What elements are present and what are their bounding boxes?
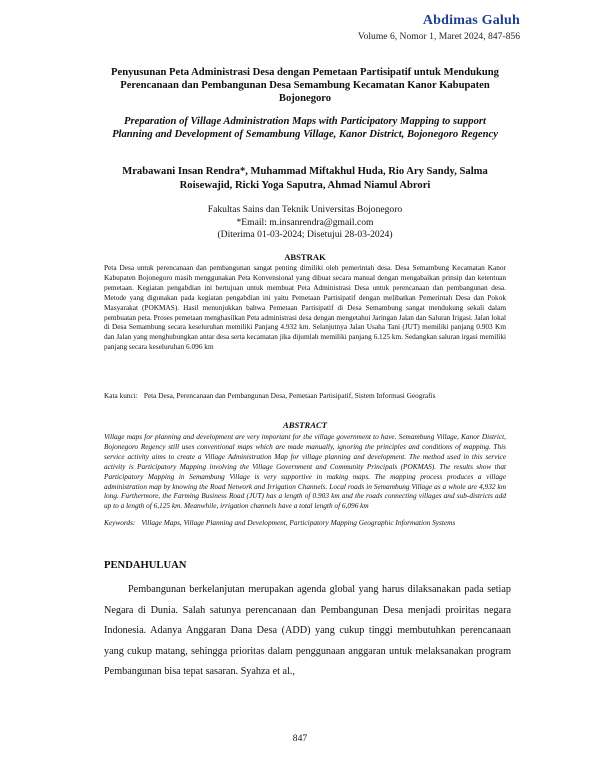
author-list: Mrabawani Insan Rendra*, Muhammad Miftakhul Huda, Rio Ary Sandy, Salma Roisewajid, Ricki Yoga Saputra, Ahmad Niamul Abrori: [122, 166, 488, 191]
keywords: [104, 518, 506, 528]
introduction-paragraph: Pembangunan berkelanjutan merupakan agenda global yang harus dilaksanakan pada setiap Negara di Dunia. Salah satunya perencanaan dan Pembangunan Desa menjadi proiritas negara Indonesia. Adanya Anggaran Dana Desa (ADD) yang cukup tinggi membutuhkan perencanaan yang cukup matang, sehingga prioritas dalam penggunaan anggaran untuk melaksanakan program Pembangunan bisa tepat sasaran. Syahza et al.,: [104, 584, 511, 677]
abstract-heading: ABSTRACT: [283, 420, 327, 430]
keywords-label: Keywords:: [104, 518, 136, 527]
abstrak-heading: ABSTRAK: [284, 252, 326, 262]
keywords-text: Village Maps, Village Planning and Development, Participatory Mapping Geographic Information Systems: [141, 518, 456, 527]
paper-title-english: Preparation of Village Administration Maps with Participatory Mapping to support Planning and Development of Semambung Village, Kanor District, Bojonegoro Regency: [112, 116, 498, 140]
kata-kunci-label: Kata kunci:: [104, 391, 138, 400]
abstrak-text: Peta Desa untuk perencanaan dan pembangunan sangat penting dimiliki oleh pemerintah desa. Desa Semambung Kecamatan Kanor Kabupaten Bojonegoro masih menggunakan Peta Konvensional yang dibuat secara manual dengan mengabaikan prinsip dan ketentuan pemetaan. Kegiatan pengabdian ini bertujuan untuk membuat Peta Administrasi Desa untuk perencanaan dan pembangunan desa. Metode yang digunakan pada kegiatan pengabdian ini yaitu Pemetaan Partisipatif dengan melibatkan Pemerintah Desa dan Pokok Masyarakat (POKMAS). Hasil menunjukkan bahwa Pemetaan Partisipatif di Desa Semambung sangat mendukung sekali dalam pembuatan peta. Proses pemetaan menghasilkan Peta administrasi desa dengan mengetahui Jaringan Jalan dan Saluran Irigasi. Jalan lokal di Desa Semambung secara keseluruhan memiliki Panjang 4.932 km. Selanjutnya Jalan Usaha Tani (JUT) memiliki panjang 0.903 Km dan Jalan yang menghubungkan antar desa serta kecamatan jika dijumlah memiliki panjang 6.125 km. Sedangkan saluran irgasi memiliki panjang secara keseluruhan 6.096 km: [104, 263, 506, 352]
section-heading: PENDAHULUAN: [104, 560, 187, 571]
kata-kunci-text: Peta Desa, Perencanaan dan Pembangunan Desa, Pemetaan Partisipatif, Sistem Informasi Geografis: [143, 391, 436, 400]
journal-name: Abdimas Galuh: [422, 13, 520, 28]
institution: Fakultas Sains dan Teknik Universitas Bojonegoro: [207, 204, 403, 215]
affiliation-block: [110, 204, 500, 242]
journal-volume-info: Volume 6, Nomor 1, Maret 2024, 847-856: [357, 31, 520, 42]
email-address: *Email: m.insanrendra@gmail.com: [236, 216, 374, 228]
paper-title-indonesian: Penyusunan Peta Administrasi Desa dengan Pemetaan Partisipatif untuk Mendukung Perencanaan dan Pembangunan Desa Semambung Kecamatan Kanor Kabupaten Bojonegoro: [111, 67, 499, 104]
page-number: 847: [292, 733, 308, 744]
kata-kunci: [104, 391, 506, 401]
abstract-text: Village maps for planning and development are very important for the village government to have. Semambung Village, Kanor District, Bojonegoro Regency still uses conventional maps which are made manually, ignoring the principles and conditions of mapping. This service activity aims to create a Village Administration Map for village planning and development. The method used in this service activity is Participatory Mapping involving the Village Government and Community Principals (POKMAS). The results show that Participatory Mapping in Semambung Village is very supportive in making maps. The mapping process produces a village administration map by knowing the Road Network and Irrigation Channels. Local roads in Semambung Village as a whole are 4,932 km long. Furthermore, the Farming Business Road (JUT) has a length of 0.903 km and the roads connecting villages and sub-districts add up to a length of 6,125 km. Meanwhile, irrigation channels have a total length of 6,096 km: [104, 432, 506, 511]
submission-dates: (Diterima 01-03-2024; Disetujui 28-03-2024): [217, 229, 393, 240]
